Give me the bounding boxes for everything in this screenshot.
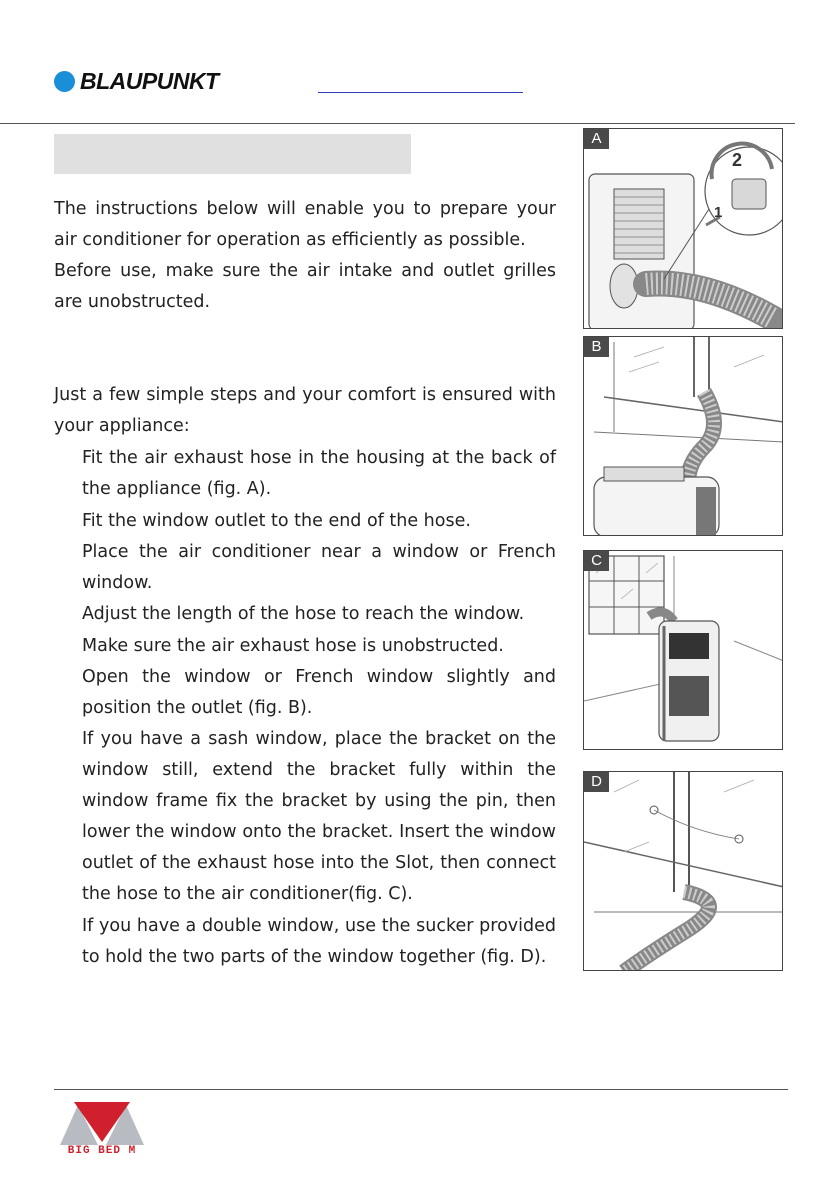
step-8: If you have a double window, use the sucker provided to hold the two parts of the window together (fig. D). xyxy=(82,916,556,967)
step-7: If you have a sash window, place the bracket on the window still, extend the bracket fully within the window frame fix the bracket by using the pin, then lower the window onto the bracket. Insert the window outlet of the exhaust hose into the Slot, then connect the hose to the air conditioner(fig. C). xyxy=(82,729,556,904)
figure-c-illustration xyxy=(584,551,783,750)
figure-a-label: A xyxy=(584,129,609,149)
brand-logo-text: BLAUPUNKT xyxy=(80,68,219,94)
footer-divider xyxy=(54,1089,788,1090)
intro-paragraph-2: Before use, make sure the air intake and outlet grilles are unobstructed. xyxy=(54,261,556,312)
intro-paragraph-1: The instructions below will enable you to prepare your air conditioner for operation as efficiently as possible. xyxy=(54,199,556,250)
figure-a xyxy=(583,128,783,329)
figure-a-step-1: 1 xyxy=(714,204,723,221)
figure-b xyxy=(583,336,783,536)
figure-a-illustration xyxy=(584,129,783,329)
figure-b-label: B xyxy=(584,337,609,357)
figure-d-illustration xyxy=(584,772,783,971)
step-3: Place the air conditioner near a window or French window. xyxy=(82,542,556,593)
figure-c-label: C xyxy=(584,551,609,571)
step-5: Make sure the air exhaust hose is unobstructed. xyxy=(82,636,504,656)
header-divider xyxy=(0,123,795,124)
brand-logo-icon xyxy=(54,71,75,92)
intro-paragraph-3: Just a few simple steps and your comfort is ensured with your appliance: xyxy=(54,385,556,436)
step-6: Open the window or French window slightly and position the outlet (fig. B). xyxy=(82,667,556,718)
header-link-underline[interactable] xyxy=(318,92,523,93)
step-1: Fit the air exhaust hose in the housing at the back of the appliance (fig. A). xyxy=(82,448,556,499)
figure-c xyxy=(583,550,783,750)
figure-b-illustration xyxy=(584,337,783,536)
figure-d-label: D xyxy=(584,772,609,792)
figure-d xyxy=(583,771,783,971)
step-4: Adjust the length of the hose to reach the window. xyxy=(82,604,525,624)
footer-logo-text: BIG BED M xyxy=(67,1145,137,1157)
section-heading-box xyxy=(54,134,411,174)
figure-a-step-2: 2 xyxy=(732,150,743,170)
step-2: Fit the window outlet to the end of the hose. xyxy=(82,511,471,531)
